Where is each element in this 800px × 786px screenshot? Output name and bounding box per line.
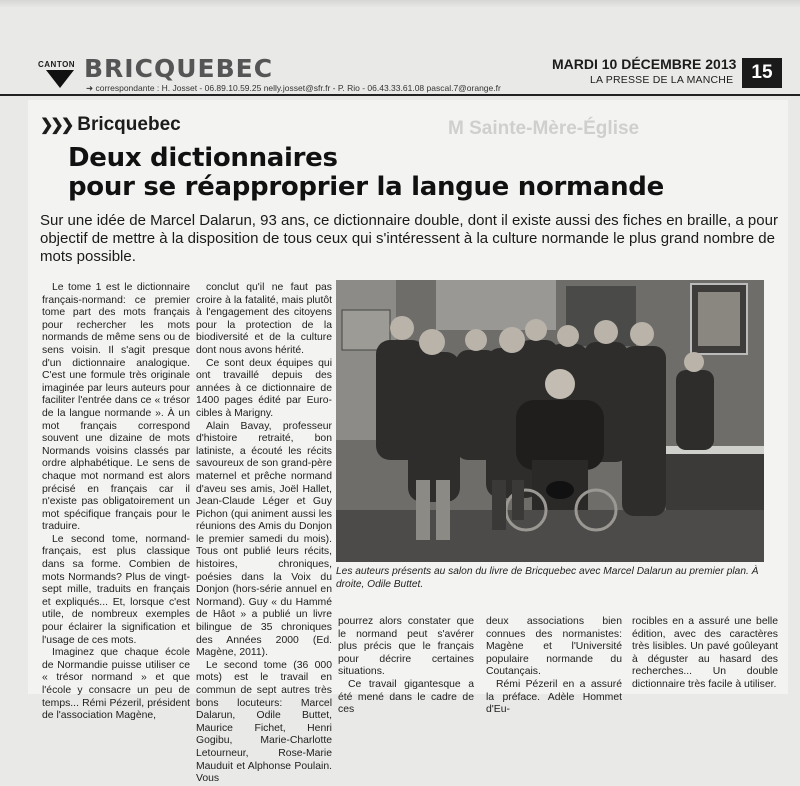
page-number: 15 (742, 58, 782, 88)
paragraph: pourrez alors constater que le normand peut s'avérer plus précis que le français pour décrire certaines situations. (338, 616, 474, 678)
article-headline (68, 144, 768, 202)
paragraph: Le second tome (36 000 mots) est le travail en commun de sept autres très bons locuteurs: Marcel Dalarun, Odile Buttet, Maurice Fichet, Henri Gogibu, Marie-Charlotte Letourneur, Rose-Marie Mauduit et Alphonse Poulain. Vous (196, 659, 332, 785)
photo-caption: Les auteurs présents au salon du livre de Bricquebec avec Marcel Dalarun au premier plan. À droite, Odile Buttet. (336, 566, 759, 590)
triple-chevron-icon: ❯❯❯ (40, 117, 72, 134)
paragraph: Le second tome, normand-français, est plus classique dans sa forme. Combien de mots Normands? Plus de vingt-sept mille, traduits en français et expliqués... Et, lorsque c'est utile, de nombreux exemples pour éclairer la signification et l'usage de ces mots. (42, 533, 190, 646)
article (28, 100, 788, 785)
article-photo (336, 280, 764, 562)
newspaper-name: LA PRESSE DE LA MANCHE (590, 74, 734, 86)
town-title: BRICQUEBEC (84, 54, 274, 83)
paragraph: rocibles en a assuré une belle édition, avec des caractères très lisibles. Un pavé goûleyant à déguster au hasard des recherches... Un double dictionnaire très facile à utiliser. (632, 616, 778, 690)
previous-page-bleed (0, 0, 800, 8)
text-column-5 (632, 616, 778, 692)
canton-arrow-icon (46, 70, 74, 88)
section-label: CANTON (38, 60, 76, 69)
article-kicker (40, 114, 181, 136)
correspondents-line: ➜ correspondante : H. Josset - 06.89.10.59.25 nelly.josset@sfr.fr - P. Rio - 06.43.33.61.08 pascal.7@orange.fr (86, 83, 501, 93)
text-column-1 (42, 282, 190, 723)
neighbor-article-bleed: M Sainte-Mère-Église (448, 118, 640, 139)
issue-date: MARDI 10 DÉCEMBRE 2013 (552, 56, 737, 72)
text-column-4 (486, 616, 622, 717)
text-column-3 (338, 616, 474, 717)
paragraph: deux associations bien connues des normanistes: Magène et l'Université populaire normande du Coutançais. (486, 616, 622, 678)
paragraph: Ce travail gigantesque a été mené dans le cadre de ces (338, 678, 474, 716)
page-header (0, 50, 800, 96)
group-photo-illustration (336, 280, 764, 562)
headline-line-1: Deux dictionnaires (68, 143, 338, 173)
headline-line-2: pour se réapproprier la langue normande (68, 172, 664, 202)
paragraph: Alain Bavay, professeur d'histoire retraité, bon latiniste, a écouté les récits savoureux de son grand-père maternel et prêche normand d'aveu ses amis, Joël Hallet, Jean-Claude Léger et Guy Pichon (qui animent aussi les réunions des Amis du Donjon le premier samedi du mois). Tous ont publié leurs récits, histoires, chroniques, poésies dans la Voix du Donjon (hors-série annuel en Normand). Guy « du Hammé de Hâot » a publié un livre bilingue de 35 chroniques des Années 2000 (Ed. Magène, 2011). (196, 420, 332, 659)
paragraph: Rémi Pézeril en a assuré la préface. Adèle Hommet d'Eu- (486, 678, 622, 716)
text-column-2 (196, 282, 332, 786)
paragraph: Le tome 1 est le dictionnaire français-normand: ce premier tome part des mots français pour rechercher les mots normands de même sens ou de sens voisin. Il s'agit presque d'un dictionnaire analogique. C'est une formule très originale imaginée par leurs auteurs pour faciliter l'entrée dans ce « trésor de la langue normande ». À un mot français correspond souvent une dizaine de mots Normands voisins classés par ordre alphabétique. Le sens de chaque mot normand est alors précisé en français car il n'existe pas obligatoirement un mot spécifique français pour le traduire. (42, 282, 190, 533)
kicker-text: Bricquebec (77, 114, 181, 135)
paragraph: conclut qu'il ne faut pas croire à la fatalité, mais plutôt à l'engagement des citoyens pour la protection de la biodiversité et de la culture dont nous avons hérité. (196, 282, 332, 356)
paragraph: Ce sont deux équipes qui ont travaillé depuis des années à ce dictionnaire de 1400 pages édité par Euro-cibles à Marigny. (196, 357, 332, 419)
article-lead: Sur une idée de Marcel Dalarun, 93 ans, ce dictionnaire double, dont il existe aussi des fiches en braille, a pour objectif de mettre à la disposition de tous ceux qui s'intéressent à la culture normande le plus grand nombre de mots possible. (40, 212, 778, 265)
paragraph: Imaginez que chaque école de Normandie puisse utiliser ce « trésor normand » et que l'école y consacre un peu de temps... Rémi Pézeril, président de l'association Magène, (42, 647, 190, 722)
